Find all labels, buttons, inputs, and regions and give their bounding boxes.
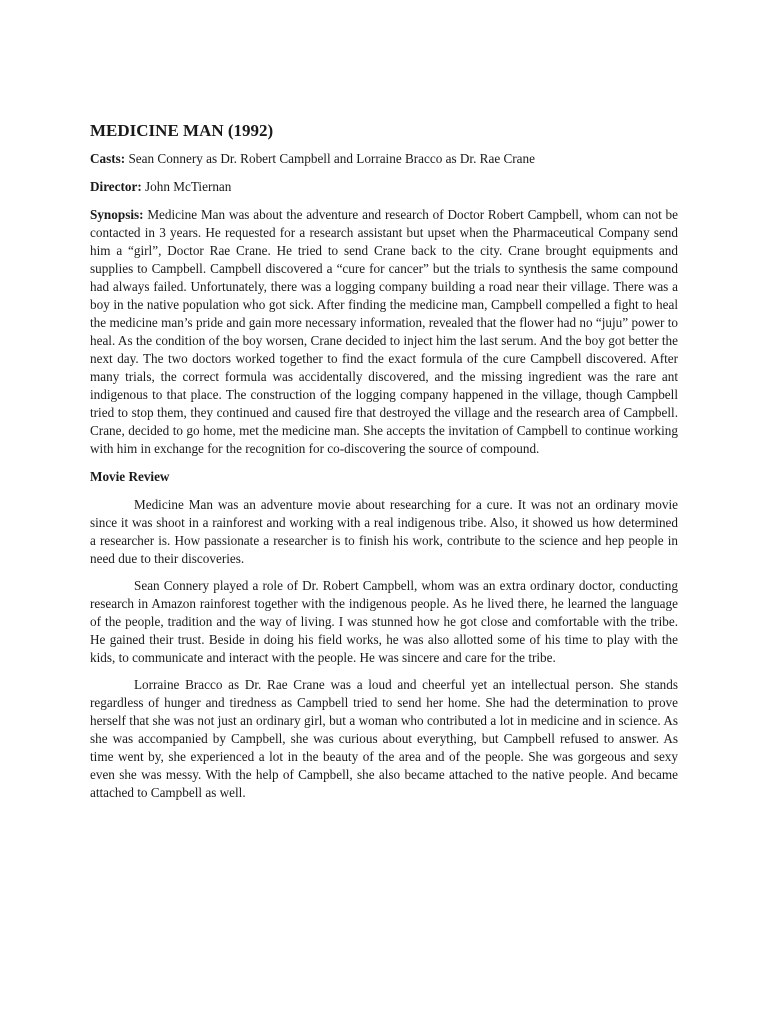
synopsis-text: Medicine Man was about the adventure and research of Doctor Robert Campbell, whom can not be contacted in 3 years. He requested for a research assistant but upset when the Pharmaceutical Company send him a “girl”, Doctor Rae Crane. He tried to send Crane back to the city. Crane brought equipments and supplies to Campbell. Campbell discovered a “cure for cancer” but the trials to synthesis the same compound had always failed. Unfortunately, there was a logging company building a road near their village. There was a boy in the native population who got sick. After finding the medicine man, Campbell compelled a fight to heal the medicine man’s pride and gain more necessary information, revealed that the flower had no “juju” power to heal. As the condition of the boy worsen, Crane decided to inject him the last serum. And the boy got better the next day. The two doctors worked together to find the exact formula of the cure Campbell discovered. After many trials, the correct formula was accidentally discovered, and the missing ingredient was the rare ant indigenous to that place. The construction of the logging company happened in the village, though Campbell tried to stop them, they continued and caused fire that destroyed the village and the research area of Campbell. Crane, decided to go home, met the medicine man. She accepts the invitation of Campbell to continue working with him in exchange for the recognition for co-discovering the source of compound. xyxy=(90,207,678,456)
review-paragraph: Lorraine Bracco as Dr. Rae Crane was a loud and cheerful yet an intellectual person. She stands regardless of hunger and tiredness as Campbell tried to send her home. She had the determination to prove herself that she was not just an ordinary girl, but a woman who contributed a lot in medicine and in science. As she was accompanied by Campbell, she was curious about everything, but Campbell refused to answer. As time went by, she experienced a lot in the beauty of the area and of the people. She was gorgeous and sexy even she was messy. With the help of Campbell, she also became attached to the native people. And became attached to Campbell as well. xyxy=(90,677,678,800)
director-label: Director: xyxy=(90,179,142,194)
synopsis-paragraph xyxy=(90,206,678,458)
casts-value: Sean Connery as Dr. Robert Campbell and Lorraine Bracco as Dr. Rae Crane xyxy=(125,151,535,166)
review-heading: Movie Review xyxy=(90,469,170,484)
document-page xyxy=(90,120,678,811)
document-title: MEDICINE MAN (1992) xyxy=(90,121,274,140)
casts-label: Casts: xyxy=(90,151,126,166)
review-paragraph: Medicine Man was an adventure movie about researching for a cure. It was not an ordinary movie since it was shoot in a rainforest and working with a real indigenous tribe. Also, it showed us how determined a researcher is. How passionate a researcher is to finish his work, contribute to the science and hep people in need due to their discoveries. xyxy=(90,497,678,566)
synopsis-label: Synopsis: xyxy=(90,207,144,222)
review-paragraph: Sean Connery played a role of Dr. Robert Campbell, whom was an extra ordinary doctor, conducting research in Amazon rainforest together with the indigenous people. As he lived there, he learned the language of the people, tradition and the way of living. I was stunned how he got close and comfortable with the tribe. He gained their trust. Beside in doing his field works, he was also allotted some of his time to play with the kids, to communicate and interact with the people. He was sincere and care for the tribe. xyxy=(90,578,678,665)
director-value: John McTiernan xyxy=(141,179,232,194)
director-line xyxy=(90,178,678,196)
casts-line xyxy=(90,150,678,168)
